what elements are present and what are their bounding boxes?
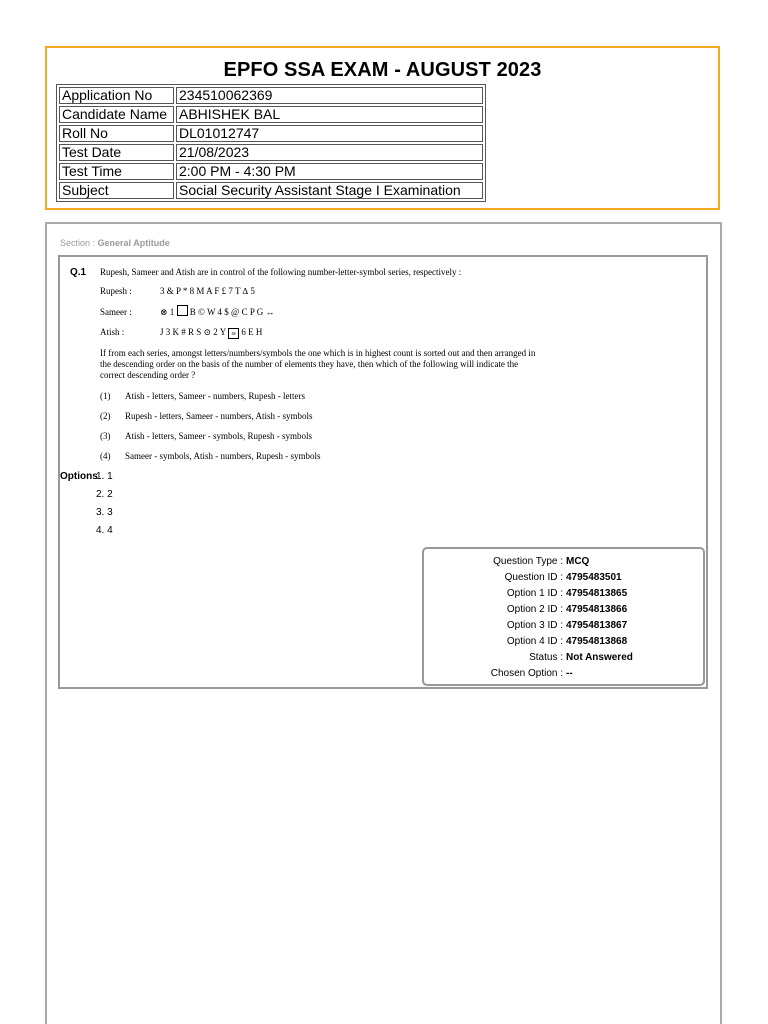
meta-row-option-3-id <box>424 620 703 634</box>
question-paragraph: If from each series, amongst letters/numbers/symbols the one which is in highest count is sorted out and then arranged in the descending order on the basis of the number of elements they have, then which of the following will indicate the correct descending order ? <box>100 348 536 380</box>
series-atish <box>100 327 262 339</box>
meta-value: 47954813866 <box>566 604 628 615</box>
series-values: 3 & P * 8 M A F £ 7 T ∆ 5 <box>160 286 255 296</box>
info-label: Test Time <box>59 163 174 180</box>
choice-text: Atish - letters, Sameer - numbers, Rupesh - letters <box>125 391 305 401</box>
meta-value: -- <box>566 668 573 679</box>
meta-key: Option 4 ID : <box>506 636 563 647</box>
section-prefix: Section : <box>60 238 98 248</box>
meta-row-chosen-option <box>424 668 703 682</box>
choice-number: (2) <box>100 411 111 421</box>
meta-row-option-2-id <box>424 604 703 618</box>
boxed-symbol <box>177 305 188 316</box>
choice-number: (4) <box>100 451 111 461</box>
series-sameer <box>100 305 275 318</box>
series-label: Atish : <box>100 327 125 337</box>
candidate-info-table <box>56 84 486 202</box>
meta-key: Option 2 ID : <box>506 604 563 615</box>
exam-header <box>45 46 720 210</box>
meta-key: Chosen Option : <box>490 668 563 679</box>
info-value: ABHISHEK BAL <box>176 106 483 123</box>
series-label: Rupesh : <box>100 286 132 296</box>
meta-key: Option 3 ID : <box>506 620 563 631</box>
meta-key: Question Type : <box>493 556 563 567</box>
series-rupesh <box>100 286 255 296</box>
choice-4 <box>100 451 321 461</box>
meta-row-status <box>424 652 703 666</box>
boxed-symbol: ≡ <box>228 328 239 339</box>
info-label: Roll No <box>59 125 174 142</box>
table-row <box>59 182 483 199</box>
choice-number: (1) <box>100 391 111 401</box>
choice-text: Atish - letters, Sameer - symbols, Rupesh - symbols <box>125 431 312 441</box>
choice-1 <box>100 391 305 401</box>
section-label <box>60 238 170 248</box>
options-label: Options <box>60 471 98 482</box>
question-number: Q.1 <box>70 267 87 278</box>
option-2: 2. 2 <box>96 489 113 500</box>
meta-row-question-type <box>424 556 703 570</box>
info-label: Subject <box>59 182 174 199</box>
info-label: Candidate Name <box>59 106 174 123</box>
series-values-start: ⊗ 1 <box>160 307 175 317</box>
section-name: General Aptitude <box>97 238 170 248</box>
meta-value: 4795483501 <box>566 572 622 583</box>
info-label: Test Date <box>59 144 174 161</box>
series-values-start: J 3 K # R S ⊙ 2 Y <box>160 327 226 337</box>
meta-value: MCQ <box>566 556 590 567</box>
meta-value: 47954813865 <box>566 588 628 599</box>
choice-number: (3) <box>100 431 111 441</box>
table-row <box>59 87 483 104</box>
meta-value: Not Answered <box>566 652 633 663</box>
series-values-end: 6 E H <box>241 327 263 337</box>
meta-value: 47954813867 <box>566 620 628 631</box>
meta-key: Option 1 ID : <box>506 588 563 599</box>
series-label: Sameer : <box>100 307 132 317</box>
info-value: 234510062369 <box>176 87 483 104</box>
meta-row-option-4-id <box>424 636 703 650</box>
choice-2 <box>100 411 312 421</box>
question-card <box>58 255 708 689</box>
info-value: Social Security Assistant Stage I Examination <box>176 182 483 199</box>
series-values-end: B © W 4 $ @ C P G ↔ <box>189 307 275 317</box>
info-value: DL01012747 <box>176 125 483 142</box>
table-row <box>59 163 483 180</box>
info-label: Application No <box>59 87 174 104</box>
meta-row-option-1-id <box>424 588 703 602</box>
meta-value: 47954813868 <box>566 636 628 647</box>
exam-title: EPFO SSA EXAM - AUGUST 2023 <box>223 59 542 81</box>
table-row <box>59 125 483 142</box>
table-row <box>59 144 483 161</box>
option-3: 3. 3 <box>96 507 113 518</box>
info-value: 21/08/2023 <box>176 144 483 161</box>
meta-key: Status : <box>529 652 563 663</box>
question-panel <box>45 222 722 1024</box>
question-meta-box <box>422 547 705 686</box>
option-4: 4. 4 <box>96 525 113 536</box>
meta-row-question-id <box>424 572 703 586</box>
option-1: 1. 1 <box>96 471 113 482</box>
info-value: 2:00 PM - 4:30 PM <box>176 163 483 180</box>
meta-key: Question ID : <box>504 572 563 583</box>
choice-text: Rupesh - letters, Sameer - numbers, Atish - symbols <box>125 411 313 421</box>
table-row <box>59 106 483 123</box>
question-text: Rupesh, Sameer and Atish are in control of the following number-letter-symbol series, respectively : <box>100 267 462 277</box>
choice-text: Sameer - symbols, Atish - numbers, Rupesh - symbols <box>125 451 321 461</box>
choice-3 <box>100 431 312 441</box>
